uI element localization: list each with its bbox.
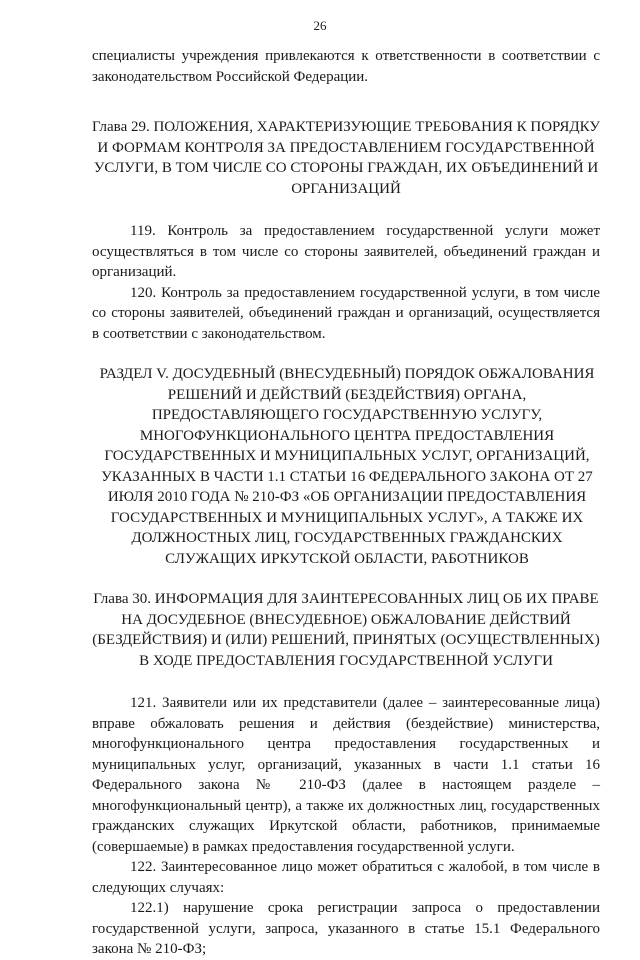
paragraph-121: 121. Заявители или их представители (далее – заинтересованные лица) вправе обжаловать решения и действия (бездействие) министерства, многофункционального центра предоставления государственных и муниципальных услуг, организаций, указанных в части 1.1 статьи 16 Федерального закона № 210-ФЗ (далее в настоящем разделе – многофункциональный центр), а также их должностных лиц, государственных гражданских служащих Иркутской области, работников, принимаемые (совершаемые) в рамках предоставления государственной услуги. [92,695,600,855]
paragraph-continuation: специалисты учреждения привлекаются к ответственности в соответствии с законодательством Российской Федерации. [92,48,600,85]
section-5-heading: РАЗДЕЛ V. ДОСУДЕБНЫЙ (ВНЕСУДЕБНЫЙ) ПОРЯДОК ОБЖАЛОВАНИЯ РЕШЕНИЙ И ДЕЙСТВИЙ (БЕЗДЕЙСТВИЯ) ОРГАНА, ПРЕДОСТАВЛЯЮЩЕГО ГОСУДАРСТВЕННУЮ УСЛУГУ, МНОГОФУНКЦИОНАЛЬНОГО ЦЕНТРА ПРЕДОСТАВЛЕНИЯ ГОСУДАРСТВЕННЫХ И МУНИЦИПАЛЬНЫХ УСЛУГ, ОРГАНИЗАЦИЙ, УКАЗАННЫХ В ЧАСТИ 1.1 СТАТЬИ 16 ФЕДЕРАЛЬНОГО ЗАКОНА ОТ 27 ИЮЛЯ 2010 ГОДА № 210-ФЗ «ОБ ОРГАНИЗАЦИИ ПРЕДОСТАВЛЕНИЯ ГОСУДАРСТВЕННЫХ И МУНИЦИПАЛЬНЫХ УСЛУГ», А ТАКЖЕ ИХ ДОЛЖНОСТНЫХ ЛИЦ, ГОСУДАРСТВЕННЫХ ГРАЖДАНСКИХ СЛУЖАЩИХ ИРКУТСКОЙ ОБЛАСТИ, РАБОТНИКОВ [99,366,595,567]
paragraph-122-1: 122.1) нарушение срока регистрации запроса о предоставлении государственной услуги, запроса, указанного в статье 15.1 Федерального закона № 210-ФЗ; [92,900,600,957]
chapter-29-heading: Глава 29. ПОЛОЖЕНИЯ, ХАРАКТЕРИЗУЮЩИЕ ТРЕБОВАНИЯ К ПОРЯДКУ И ФОРМАМ КОНТРОЛЯ ЗА ПРЕДОСТАВЛЕНИЕМ ГОСУДАРСТВЕННОЙ УСЛУГИ, В ТОМ ЧИСЛЕ СО СТОРОНЫ ГРАЖДАН, ИХ ОБЪЕДИНЕНИЙ И ОРГАНИЗАЦИЙ [92,119,600,197]
chapter-30-heading: Глава 30. ИНФОРМАЦИЯ ДЛЯ ЗАИНТЕРЕСОВАННЫХ ЛИЦ ОБ ИХ ПРАВЕ НА ДОСУДЕБНОЕ (ВНЕСУДЕБНОЕ) ОБЖАЛОВАНИЕ ДЕЙСТВИЙ (БЕЗДЕЙСТВИЯ) И (ИЛИ) РЕШЕНИЙ, ПРИНЯТЫХ (ОСУЩЕСТВЛЕННЫХ) В ХОДЕ ПРЕДОСТАВЛЕНИЯ ГОСУДАРСТВЕННОЙ УСЛУГИ [92,591,600,669]
paragraph-120: 120. Контроль за предоставлением государственной услуги, в том числе со стороны заявителей, объединений граждан и организаций, осуществляется в соответствии с законодательством. [92,284,600,342]
paragraph-122: 122. Заинтересованное лицо может обратиться с жалобой, в том числе в следующих случаях: [92,859,600,896]
paragraph-119: 119. Контроль за предоставлением государственной услуги может осуществляться в том числе со стороны заявителей, объединений граждан и организаций. [92,223,600,280]
page-number: 26 [313,18,327,33]
page-content [92,46,600,960]
